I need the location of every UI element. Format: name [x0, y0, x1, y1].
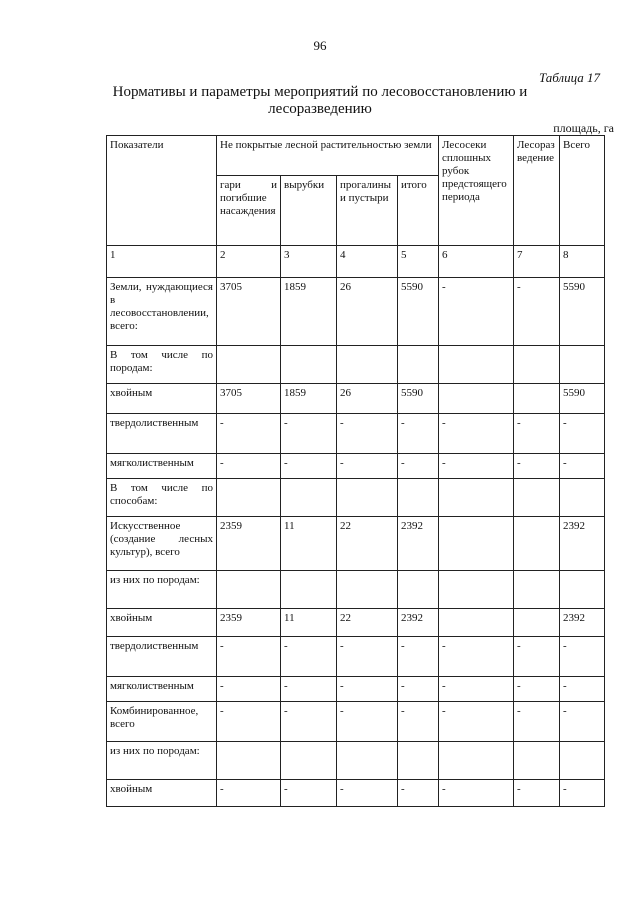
header-row-1: [107, 136, 605, 176]
cell-value: 2392: [560, 609, 605, 637]
row-label: В том числе по породам:: [107, 346, 217, 384]
cell-value: -: [560, 780, 605, 807]
cell-value: [281, 346, 337, 384]
cell-value: -: [281, 780, 337, 807]
cell-value: -: [398, 780, 439, 807]
cell-value: [514, 609, 560, 637]
cell-value: -: [337, 780, 398, 807]
cell-value: [560, 742, 605, 780]
cell-value: -: [337, 454, 398, 479]
cell-value: -: [560, 677, 605, 702]
row-label: твердолиственным: [107, 637, 217, 677]
cell-value: 5590: [398, 384, 439, 414]
cell-value: 5590: [398, 278, 439, 346]
column-number-row: [107, 246, 605, 278]
cell-value: [560, 571, 605, 609]
cell-value: [514, 742, 560, 780]
header-burned: гари и погибшие насаждения: [217, 176, 281, 246]
cell-value: [514, 517, 560, 571]
row-label: твердолиственным: [107, 414, 217, 454]
cell-value: -: [560, 414, 605, 454]
cell-value: [439, 517, 514, 571]
table-row: [107, 702, 605, 742]
cell-value: -: [337, 702, 398, 742]
cell-value: -: [337, 677, 398, 702]
cell-value: [217, 742, 281, 780]
cell-value: -: [514, 414, 560, 454]
cell-value: -: [439, 414, 514, 454]
cell-value: 3705: [217, 384, 281, 414]
table-row: [107, 384, 605, 414]
header-clearings: вырубки: [281, 176, 337, 246]
table-row: [107, 780, 605, 807]
col-number: 7: [514, 246, 560, 278]
cell-value: -: [514, 454, 560, 479]
cell-value: -: [398, 637, 439, 677]
cell-value: 5590: [560, 384, 605, 414]
cell-value: -: [217, 702, 281, 742]
cell-value: -: [514, 637, 560, 677]
cell-value: [281, 479, 337, 517]
cell-value: [560, 346, 605, 384]
cell-value: [439, 742, 514, 780]
cell-value: -: [217, 637, 281, 677]
cell-value: -: [439, 454, 514, 479]
cell-value: 26: [337, 384, 398, 414]
row-label: мягколиственным: [107, 677, 217, 702]
cell-value: [281, 742, 337, 780]
cell-value: -: [281, 454, 337, 479]
cell-value: [281, 571, 337, 609]
col-number: 3: [281, 246, 337, 278]
cell-value: [337, 346, 398, 384]
cell-value: -: [439, 677, 514, 702]
norms-table: [106, 135, 605, 807]
cell-value: -: [217, 677, 281, 702]
cell-value: 2359: [217, 609, 281, 637]
row-label: из них по породам:: [107, 742, 217, 780]
cell-value: [217, 571, 281, 609]
cell-value: -: [398, 414, 439, 454]
table-row: [107, 346, 605, 384]
row-label: хвойным: [107, 609, 217, 637]
row-label: В том числе по способам:: [107, 479, 217, 517]
cell-value: 11: [281, 609, 337, 637]
col-number: 2: [217, 246, 281, 278]
table-caption: Таблица 17: [538, 70, 600, 85]
cell-value: -: [514, 278, 560, 346]
row-label: Искусственное (создание лесных культур), всего: [107, 517, 217, 571]
cell-value: 22: [337, 517, 398, 571]
row-label: Земли, нуждающиеся в лесовосстановлении, всего:: [107, 278, 217, 346]
cell-value: [439, 571, 514, 609]
cell-value: 5590: [560, 278, 605, 346]
cell-value: -: [281, 637, 337, 677]
table-row: [107, 742, 605, 780]
table-row: [107, 637, 605, 677]
table-row: [107, 609, 605, 637]
cell-value: [398, 742, 439, 780]
cell-value: 2392: [398, 609, 439, 637]
header-indicators: Показатели: [107, 136, 217, 246]
title-line-2: лесоразведению: [268, 101, 372, 117]
row-label: хвойным: [107, 384, 217, 414]
table-row: [107, 479, 605, 517]
cell-value: [217, 479, 281, 517]
cell-value: 22: [337, 609, 398, 637]
cell-value: [217, 346, 281, 384]
cell-value: [398, 479, 439, 517]
cell-value: 2392: [560, 517, 605, 571]
cell-value: [439, 346, 514, 384]
cell-value: [514, 384, 560, 414]
cell-value: [398, 571, 439, 609]
cell-value: -: [281, 677, 337, 702]
cell-value: -: [337, 637, 398, 677]
col-number: 6: [439, 246, 514, 278]
cell-value: 3705: [217, 278, 281, 346]
cell-value: -: [217, 454, 281, 479]
cell-value: 2359: [217, 517, 281, 571]
title-line-1: Нормативы и параметры мероприятий по лесовосстановлению и: [112, 84, 528, 100]
header-cutting-areas: Лесосеки сплошных рубок предстоящего периода: [439, 136, 514, 246]
cell-value: [514, 571, 560, 609]
cell-value: [439, 479, 514, 517]
cell-value: -: [439, 702, 514, 742]
table-row: [107, 414, 605, 454]
page-number: 96: [313, 38, 327, 53]
cell-value: 1859: [281, 384, 337, 414]
cell-value: -: [398, 454, 439, 479]
header-afforestation: Лесоразведение: [514, 136, 560, 246]
cell-value: -: [337, 414, 398, 454]
cell-value: -: [560, 454, 605, 479]
row-label: из них по породам:: [107, 571, 217, 609]
header-total-sub: итого: [398, 176, 439, 246]
cell-value: -: [514, 702, 560, 742]
document-title: [0, 84, 640, 118]
cell-value: -: [281, 702, 337, 742]
cell-value: [337, 742, 398, 780]
cell-value: -: [560, 702, 605, 742]
row-label: Комбинированное, всего: [107, 702, 217, 742]
cell-value: -: [560, 637, 605, 677]
cell-value: -: [514, 677, 560, 702]
cell-value: [439, 609, 514, 637]
header-total: Всего: [560, 136, 605, 246]
row-label: хвойным: [107, 780, 217, 807]
table-row: [107, 517, 605, 571]
cell-value: 1859: [281, 278, 337, 346]
cell-value: 11: [281, 517, 337, 571]
cell-value: [514, 346, 560, 384]
cell-value: -: [398, 702, 439, 742]
cell-value: [337, 479, 398, 517]
cell-value: 26: [337, 278, 398, 346]
col-number: 4: [337, 246, 398, 278]
col-number: 1: [107, 246, 217, 278]
cell-value: [439, 384, 514, 414]
cell-value: -: [281, 414, 337, 454]
cell-value: -: [439, 278, 514, 346]
table-row: [107, 454, 605, 479]
cell-value: -: [439, 780, 514, 807]
header-not-covered: Не покрытые лесной растительностью земли: [217, 136, 439, 176]
cell-value: [560, 479, 605, 517]
col-number: 5: [398, 246, 439, 278]
table-row: [107, 571, 605, 609]
cell-value: -: [514, 780, 560, 807]
units-label: площадь, га: [553, 121, 614, 135]
cell-value: [514, 479, 560, 517]
cell-value: -: [217, 780, 281, 807]
cell-value: -: [217, 414, 281, 454]
cell-value: 2392: [398, 517, 439, 571]
table-row: [107, 677, 605, 702]
row-label: мягколиственным: [107, 454, 217, 479]
cell-value: [337, 571, 398, 609]
cell-value: [398, 346, 439, 384]
cell-value: -: [398, 677, 439, 702]
col-number: 8: [560, 246, 605, 278]
table-row: [107, 278, 605, 346]
header-gaps: прогалины и пустыри: [337, 176, 398, 246]
cell-value: -: [439, 637, 514, 677]
